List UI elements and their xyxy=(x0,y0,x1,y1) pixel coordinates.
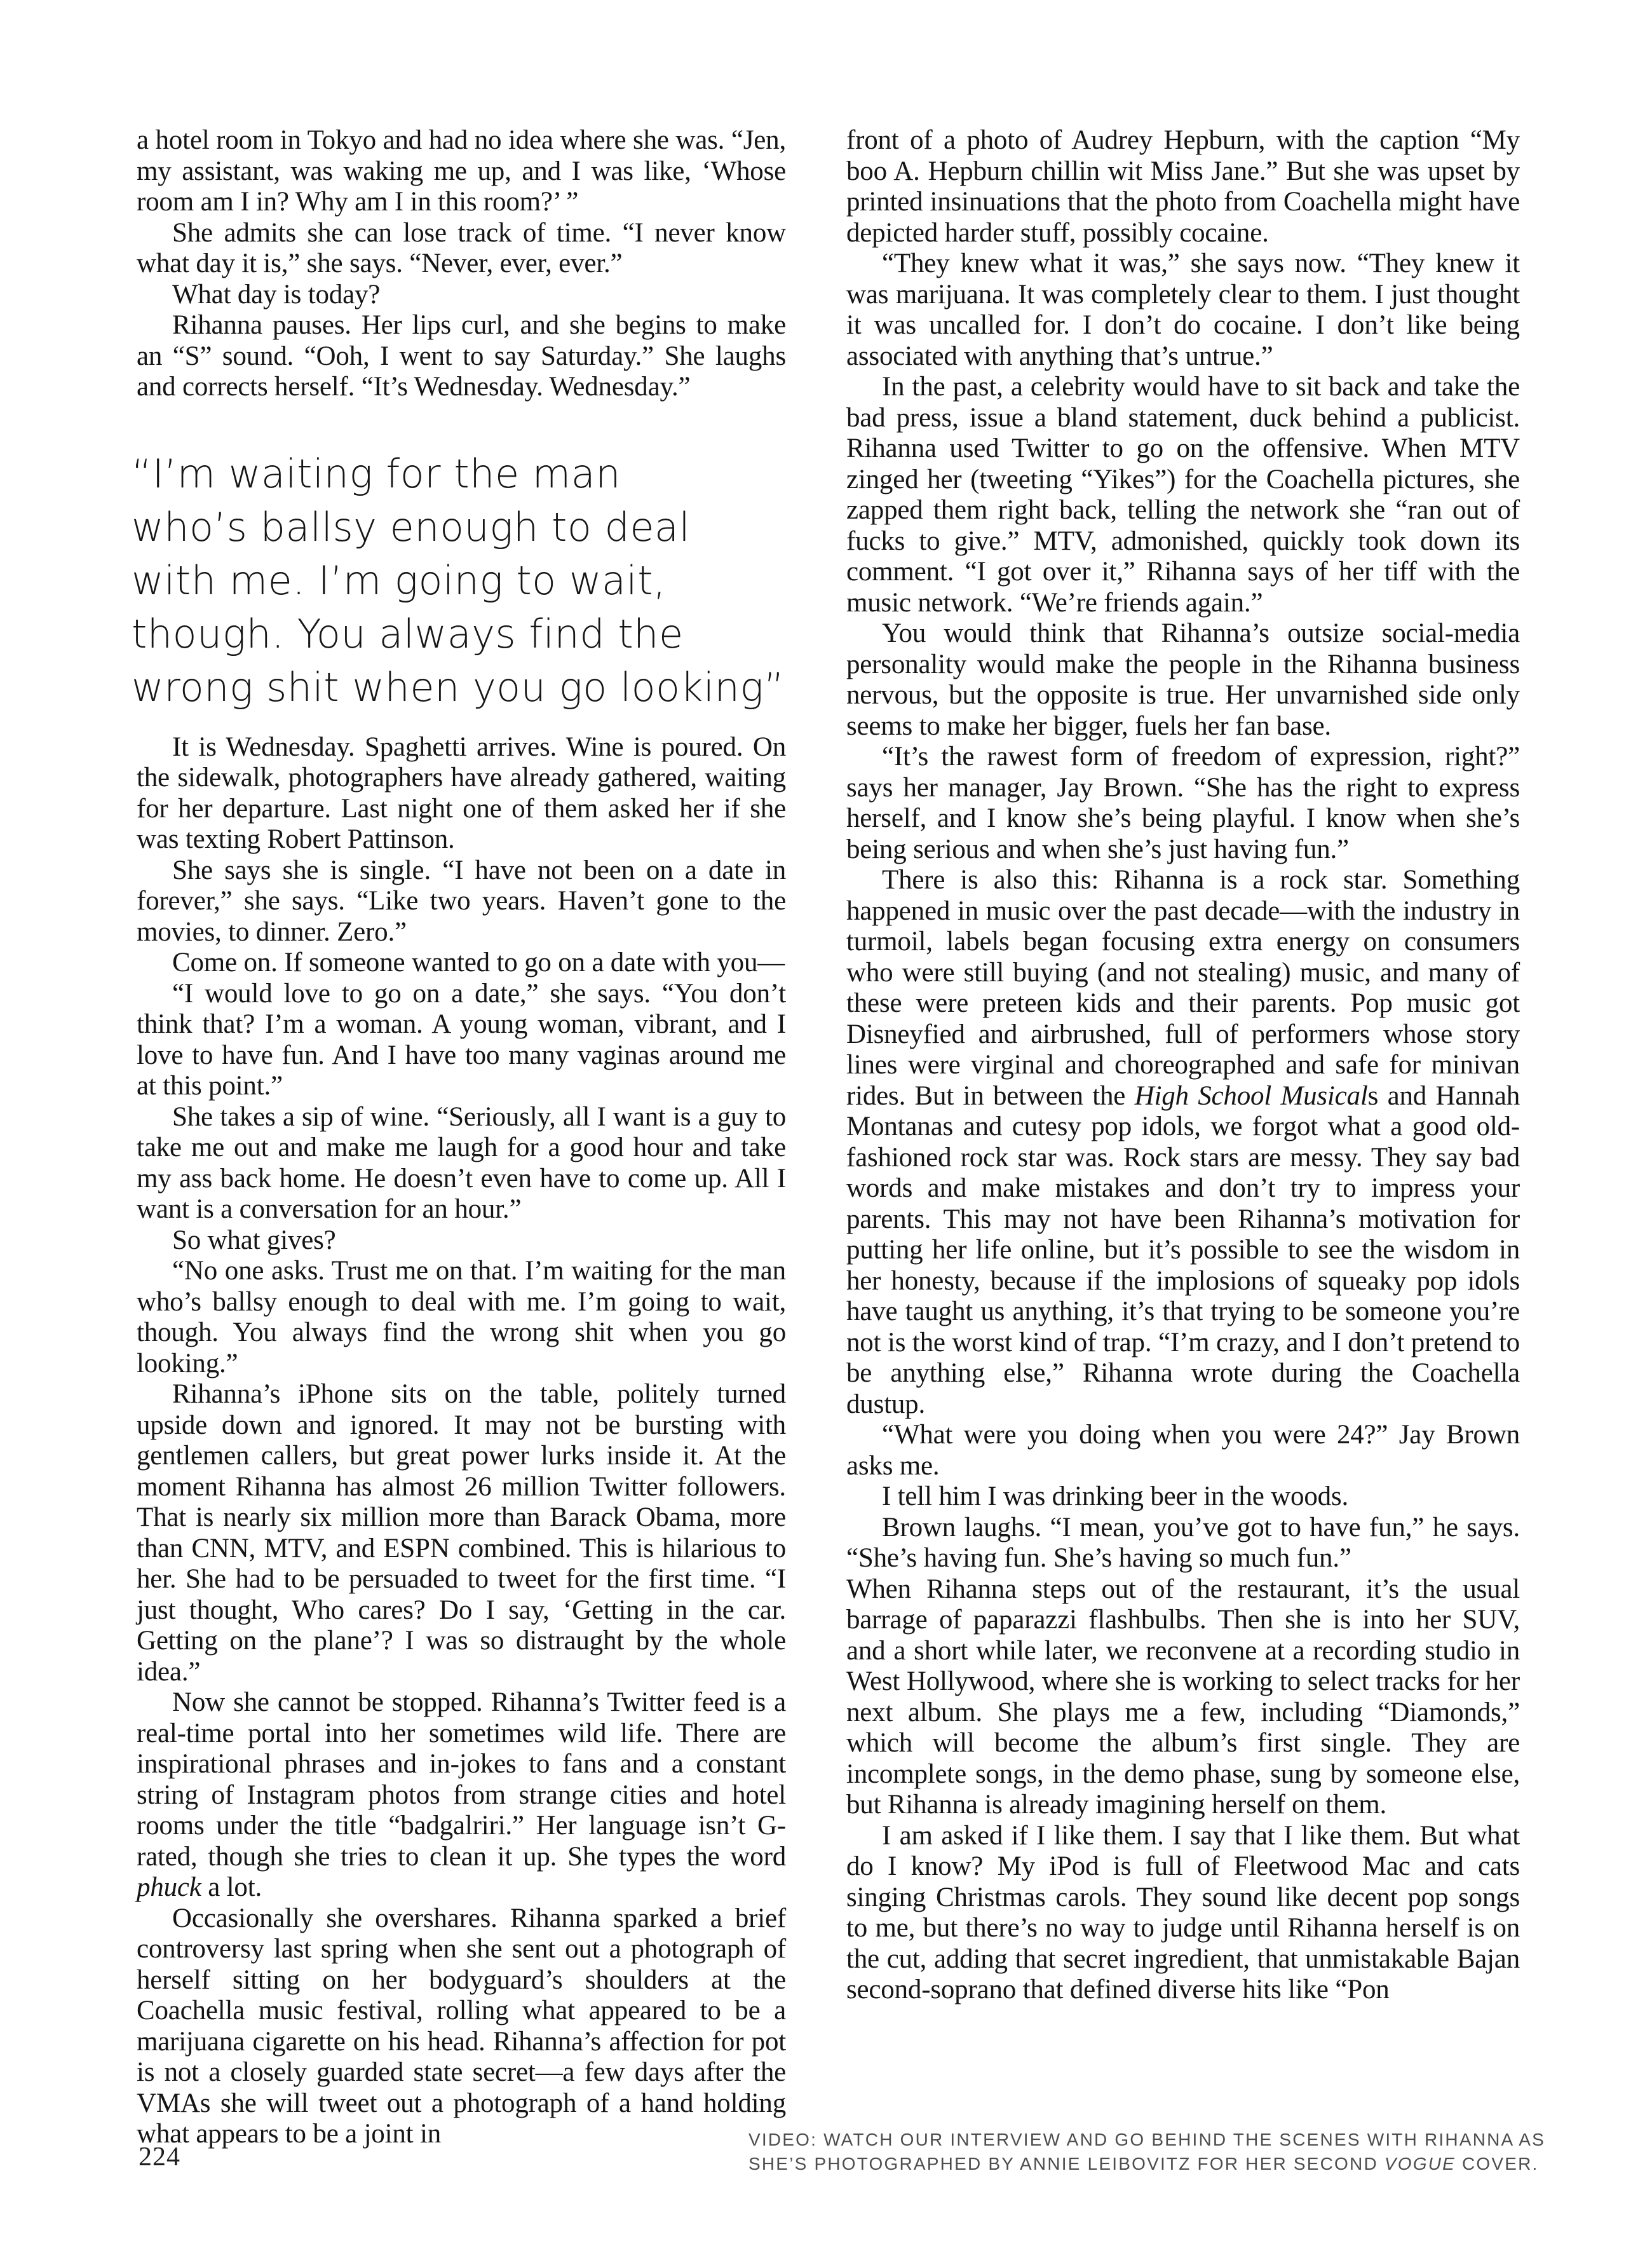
left-column xyxy=(132,125,786,2150)
paragraph: “It’s the rawest form of freedom of expression, right?” says her manager, Jay Brown. “She has the right to express herself, and I know she’s being playful. I know when she’s being serious and when she’s just having fun.” xyxy=(846,742,1520,864)
paragraph: Brown laughs. “I mean, you’ve got to have fun,” he says. “She’s having fun. She’s having so much fun.” xyxy=(846,1512,1520,1573)
paragraph: She admits she can lose track of time. “I never know what day it is,” she says. “Never, ever, ever.” xyxy=(137,217,786,278)
paragraph: I tell him I was drinking beer in the woods. xyxy=(882,1481,1348,1511)
paragraph: Come on. If someone wanted to go on a date with you— xyxy=(172,948,785,977)
pull-quote-line: “I’m waiting for the man xyxy=(132,450,621,497)
pull-quote xyxy=(132,447,786,714)
paragraph: What day is today? xyxy=(172,279,381,310)
vogue-italic: VOGUE xyxy=(1384,2154,1456,2174)
right-column xyxy=(846,125,1520,2006)
paragraph-text: Now she cannot be stopped. Rihanna’s Twitter feed is a real-time portal into her sometimes wild life. There are inspirational phrases and in-jokes to fans and a constant string of Instagram photos from strange cities and hotel rooms under the title “badgalriri.” Her language isn’t G-rated, though she tries to clean it up. She types the word xyxy=(137,1687,786,1872)
paragraph: “What were you doing when you were 24?” Jay Brown asks me. xyxy=(846,1420,1520,1481)
paragraph: She takes a sip of wine. “Seriously, all I want is a guy to take me out and make me laugh for a good hour and take my ass back home. He doesn’t even have to come up. All I want is a conversation for an hour.” xyxy=(137,1101,786,1224)
paragraph: “They knew what it was,” she says now. “They knew it was marijuana. It was completely clear to them. I just thought it was uncalled for. I don’t do cocaine. I don’t like being associated with anything that’s untrue.” xyxy=(846,248,1520,371)
pull-quote-line: with me. I’m going to wait, xyxy=(132,557,667,604)
credit-line-2 xyxy=(748,2152,1539,2176)
paragraph-text: There is also this: Rihanna is a rock star. Something happened in music over the past decade—with the industry in turmoil, labels began focusing extra energy on consumers who were still buying (and not stealing) music, and many of these were preteen kids and their parents. Pop music got Disneyfied and airbrushed, full of performers whose story lines were virginal and choreographed and safe for minivan rides. But in between the xyxy=(846,865,1520,1111)
credit-line-1: VIDEO: WATCH OUR INTERVIEW AND GO BEHIND THE SCENES WITH RIHANNA AS xyxy=(748,2130,1546,2149)
paragraph: “I would love to go on a date,” she says. “You don’t think that? I’m a woman. A young woman, vibrant, and I love to have fun. And I have too many vaginas around me at this point.” xyxy=(137,978,786,1101)
pull-quote-line: though. You always find the xyxy=(132,610,684,657)
paragraph: I am asked if I like them. I say that I like them. But what do I know? My iPod is full of Fleetwood Mac and cats singing Christmas carols. They sound like decent pop songs to me, but there’s no way to judge until Rihanna herself is on the cut, adding that secret ingredient, that unmistakable Bajan second-soprano that defined diverse hits like “Pon xyxy=(846,1820,1520,2004)
credit-text: SHE’S PHOTOGRAPHED BY ANNIE LEIBOVITZ FOR HER SECOND xyxy=(748,2154,1385,2174)
paragraph: So what gives? xyxy=(172,1225,336,1255)
paragraph: a hotel room in Tokyo and had no idea where she was. “Jen, my assistant, was waking me up, and I was like, ‘Whose room am I in? Why am I in this room?’ ” xyxy=(137,125,786,217)
paragraph xyxy=(137,1687,786,1903)
paragraph: She says she is single. “I have not been on a date in forever,” she says. “Like two years. Haven’t gone to the movies, to dinner. Zero.” xyxy=(137,855,786,947)
italic-title: High School Musical xyxy=(1134,1080,1368,1111)
paragraph: “No one asks. Trust me on that. I’m waiting for the man who’s ballsy enough to deal with me. I’m going to wait, though. You always find the wrong shit when you go looking.” xyxy=(137,1256,786,1378)
paragraph-section-start: When Rihanna steps out of the restaurant, it’s the usual barrage of paparazzi flashbulbs. Then she is into her SUV, and a short while later, we reconvene at a recording studio in West Hollywood, where she is working to select tracks for her next album. She plays me a few, including “Diamonds,” which will become the album’s first single. They are incomplete songs, in the demo phase, sung by someone else, but Rihanna is already imagining herself on them. xyxy=(846,1574,1520,1820)
paragraph: front of a photo of Audrey Hepburn, with the caption “My boo A. Hepburn chillin wit Miss Jane.” But she was upset by printed insinuations that the photo from Coachella might have depicted harder stuff, possibly cocaine. xyxy=(846,125,1520,248)
paragraph: Rihanna pauses. Her lips curl, and she begins to make an “S” sound. “Ooh, I went to say Saturday.” She laughs and corrects herself. “It’s Wednesday. Wednesday.” xyxy=(137,310,786,402)
paragraph xyxy=(846,865,1520,1420)
paragraph: In the past, a celebrity would have to sit back and take the bad press, issue a bland statement, duck behind a publicist. Rihanna used Twitter to go on the offensive. When MTV zinged her (tweeting “Yikes”) for the Coachella pictures, she zapped them right back, telling the network she “ran out of fucks to give.” MTV, admonished, quickly took down its comment. “I got over it,” Rihanna says of her tiff with the music network. “We’re friends again.” xyxy=(846,372,1520,618)
credit-text: COVER. xyxy=(1456,2154,1539,2174)
footer-credit xyxy=(748,2128,1546,2176)
paragraph: You would think that Rihanna’s outsize social-media personality would make the people in the Rihanna business nervous, but the opposite is true. Her unvarnished side only seems to make her bigger, fuels her fan base. xyxy=(846,618,1520,741)
paragraph: It is Wednesday. Spaghetti arrives. Wine is poured. On the sidewalk, photographers have already gathered, waiting for her departure. Last night one of them asked her if she was texting Robert Pattinson. xyxy=(137,732,786,854)
paragraph-text: a lot. xyxy=(201,1872,262,1902)
paragraph: Occasionally she overshares. Rihanna sparked a brief controversy last spring when she sent out a photograph of herself sitting on her bodyguard’s shoulders at the Coachella music festival, rolling what appeared to be a marijuana cigarette on his head. Rihanna’s affection for pot is not a closely guarded state secret—a few days after the VMAs she will tweet out a photograph of a hand holding what appears to be a joint in xyxy=(137,1903,786,2149)
paragraph-text: s and Hannah Montanas and cutesy pop idols, we forgot what a good old-fashioned rock star was. Rock stars are messy. They say bad words and make mistakes and don’t try to impress your parents. This may not have been Rihanna’s motivation for putting her life online, but it’s possible to see the wisdom in her honesty, because if the implosions of squeaky pop idols have taught us anything, it’s that trying to be someone you’re not is the worst kind of trap. “I’m crazy, and I don’t pretend to be anything else,” Rihanna wrote during the Coachella dustup. xyxy=(846,1080,1520,1419)
pull-quote-line: wrong shit when you go looking” xyxy=(132,664,785,711)
pull-quote-line: who’s ballsy enough to deal xyxy=(132,503,691,550)
paragraph: Rihanna’s iPhone sits on the table, politely turned upside down and ignored. It may not be bursting with gentlemen callers, but great power lurks inside it. At the moment Rihanna has almost 26 million Twitter followers. That is nearly six million more than Barack Obama, more than CNN, MTV, and ESPN combined. This is hilarious to her. She had to be persuaded to tweet for the first time. “I just thought, Who cares? Do I say, ‘Getting in the car. Getting on the plane’? I was so distraught by the whole idea.” xyxy=(137,1379,786,1687)
folio-page-number: 224 xyxy=(139,2142,180,2172)
italic-word: phuck xyxy=(137,1872,201,1902)
